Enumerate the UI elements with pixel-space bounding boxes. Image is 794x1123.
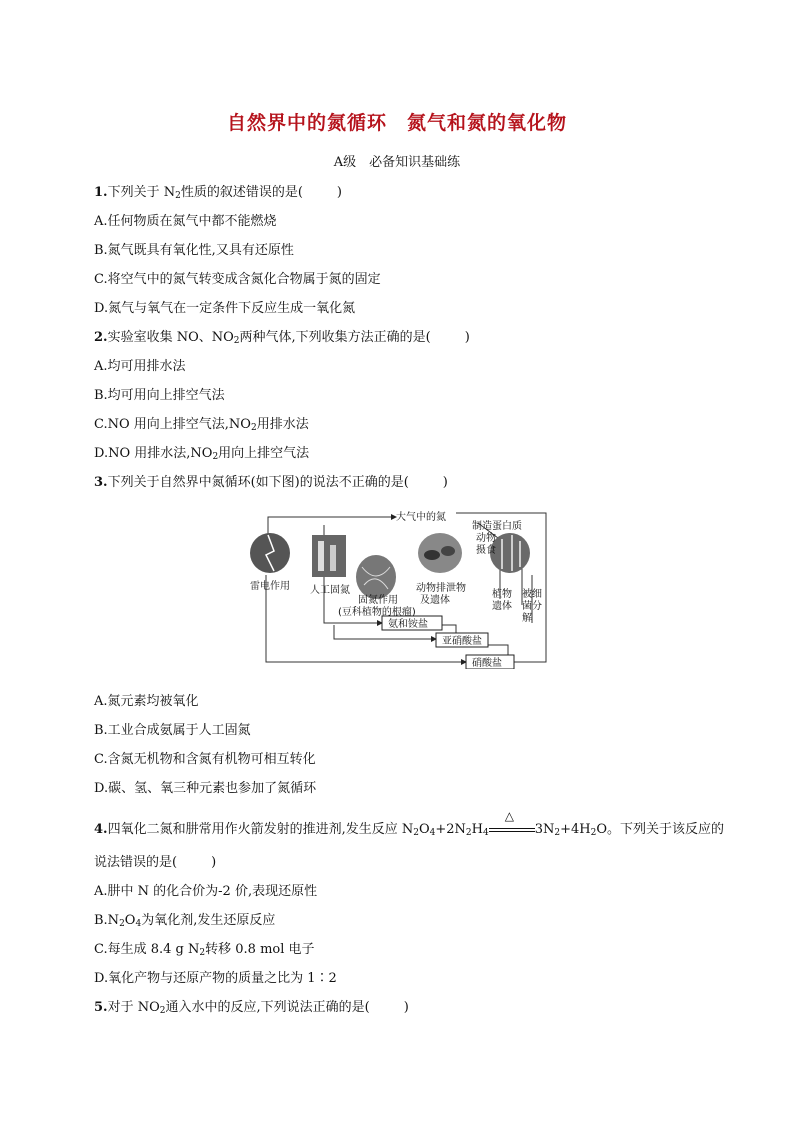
question-5-stem: 5.对于 $NO_2$通入水中的反应,下列说法正确的是( ) [94, 1000, 409, 1016]
label-lightning: 雷电作用 [250, 581, 290, 592]
animals-photo [418, 533, 462, 573]
question-2-option-c: C.NO 用向上排空气法$,NO_2$用排水法 [94, 417, 309, 433]
question-2-option-b: B.均可用向上排空气法 [94, 388, 225, 403]
question-4-option-c: C.每生成 8.4 g $N_2$转移 0.8 mol 电子 [94, 942, 315, 958]
question-2-stem: 2.实验室收集 NO、$NO_2$两种气体,下列收集方法正确的是( ) [94, 330, 470, 346]
question-2-option-d: D.NO 用排水法$,NO_2$用向上排空气法 [94, 446, 310, 462]
label-legume: (豆科植物的根瘤) [338, 607, 416, 618]
question-4-stem: 4.四氧化二氮和肼常用作火箭发射的推进剂,发生反应 $N_2O_4+2N_2H_4$ △ $3N_2+4H_2O$。下列关于该反应的 [94, 808, 725, 838]
label-bacteria-3: 解 [522, 613, 532, 624]
question-4-option-d: D.氧化产物与还原产物的质量之比为 1∶2 [94, 971, 337, 986]
question-4-option-a: A.肼中 N 的化合价为-2 价,表现还原性 [94, 884, 318, 899]
label-nitrite: 亚硝酸盐 [442, 636, 482, 647]
question-1-option-d: D.氮气与氧气在一定条件下反应生成一氧化氮 [94, 301, 356, 316]
question-3-option-a: A.氮元素均被氧化 [94, 694, 199, 709]
reaction-condition-sign: △ [489, 823, 535, 837]
label-animal-eat-1: 动物 [476, 533, 496, 544]
label-protein: 制造蛋白质 [472, 521, 522, 532]
label-plant-2: 遗体 [492, 601, 512, 612]
question-3-option-d: D.碳、氢、氧三种元素也参加了氮循环 [94, 781, 317, 796]
label-plant-1: 植物 [492, 589, 512, 600]
label-nitrate: 硝酸盐 [472, 658, 502, 669]
nitrogen-cycle-diagram [246, 505, 556, 669]
label-animal-excretion-2: 及遗体 [420, 595, 450, 606]
question-4-option-b: $B.N_2O_4$为氧化剂,发生还原反应 [94, 913, 276, 929]
section-subtitle: A级 必备知识基础练 [333, 155, 461, 170]
question-1-option-b: B.氮气既具有氧化性,又具有还原性 [94, 243, 294, 258]
label-artificial: 人工固氮 [310, 585, 350, 596]
question-1-option-c: C.将空气中的氮气转变成含氮化合物属于氮的固定 [94, 272, 381, 287]
label-fixation: 固氮作用 [358, 595, 398, 606]
question-2-option-a: A.均可用排水法 [94, 359, 186, 374]
plants-photo [490, 533, 530, 573]
question-3-stem: 3.下列关于自然界中氮循环(如下图)的说法不正确的是( ) [94, 475, 448, 490]
label-bacteria-2: 菌分 [522, 601, 542, 612]
label-animal-eat-2: 摄食 [476, 545, 496, 556]
question-1-stem: 1.下列关于 $N_2$性质的叙述错误的是( ) [94, 185, 342, 201]
label-bacteria-1: 被细 [522, 589, 542, 600]
root-nodule-photo [356, 555, 396, 599]
label-animal-excretion-1: 动物排泄物 [416, 583, 466, 594]
factory-photo [312, 535, 346, 577]
question-4-stem-line2: 说法错误的是( ) [94, 855, 217, 870]
label-ammonia: 氨和铵盐 [388, 619, 428, 630]
question-1-option-a: A.任何物质在氮气中都不能燃烧 [94, 214, 277, 229]
label-atmosphere: 大气中的氮 [396, 512, 446, 523]
page-title: 自然界中的氮循环 氮气和氮的氧化物 [226, 112, 567, 134]
question-3-option-b: B.工业合成氨属于人工固氮 [94, 723, 251, 738]
question-3-option-c: C.含氮无机物和含氮有机物可相互转化 [94, 752, 316, 767]
